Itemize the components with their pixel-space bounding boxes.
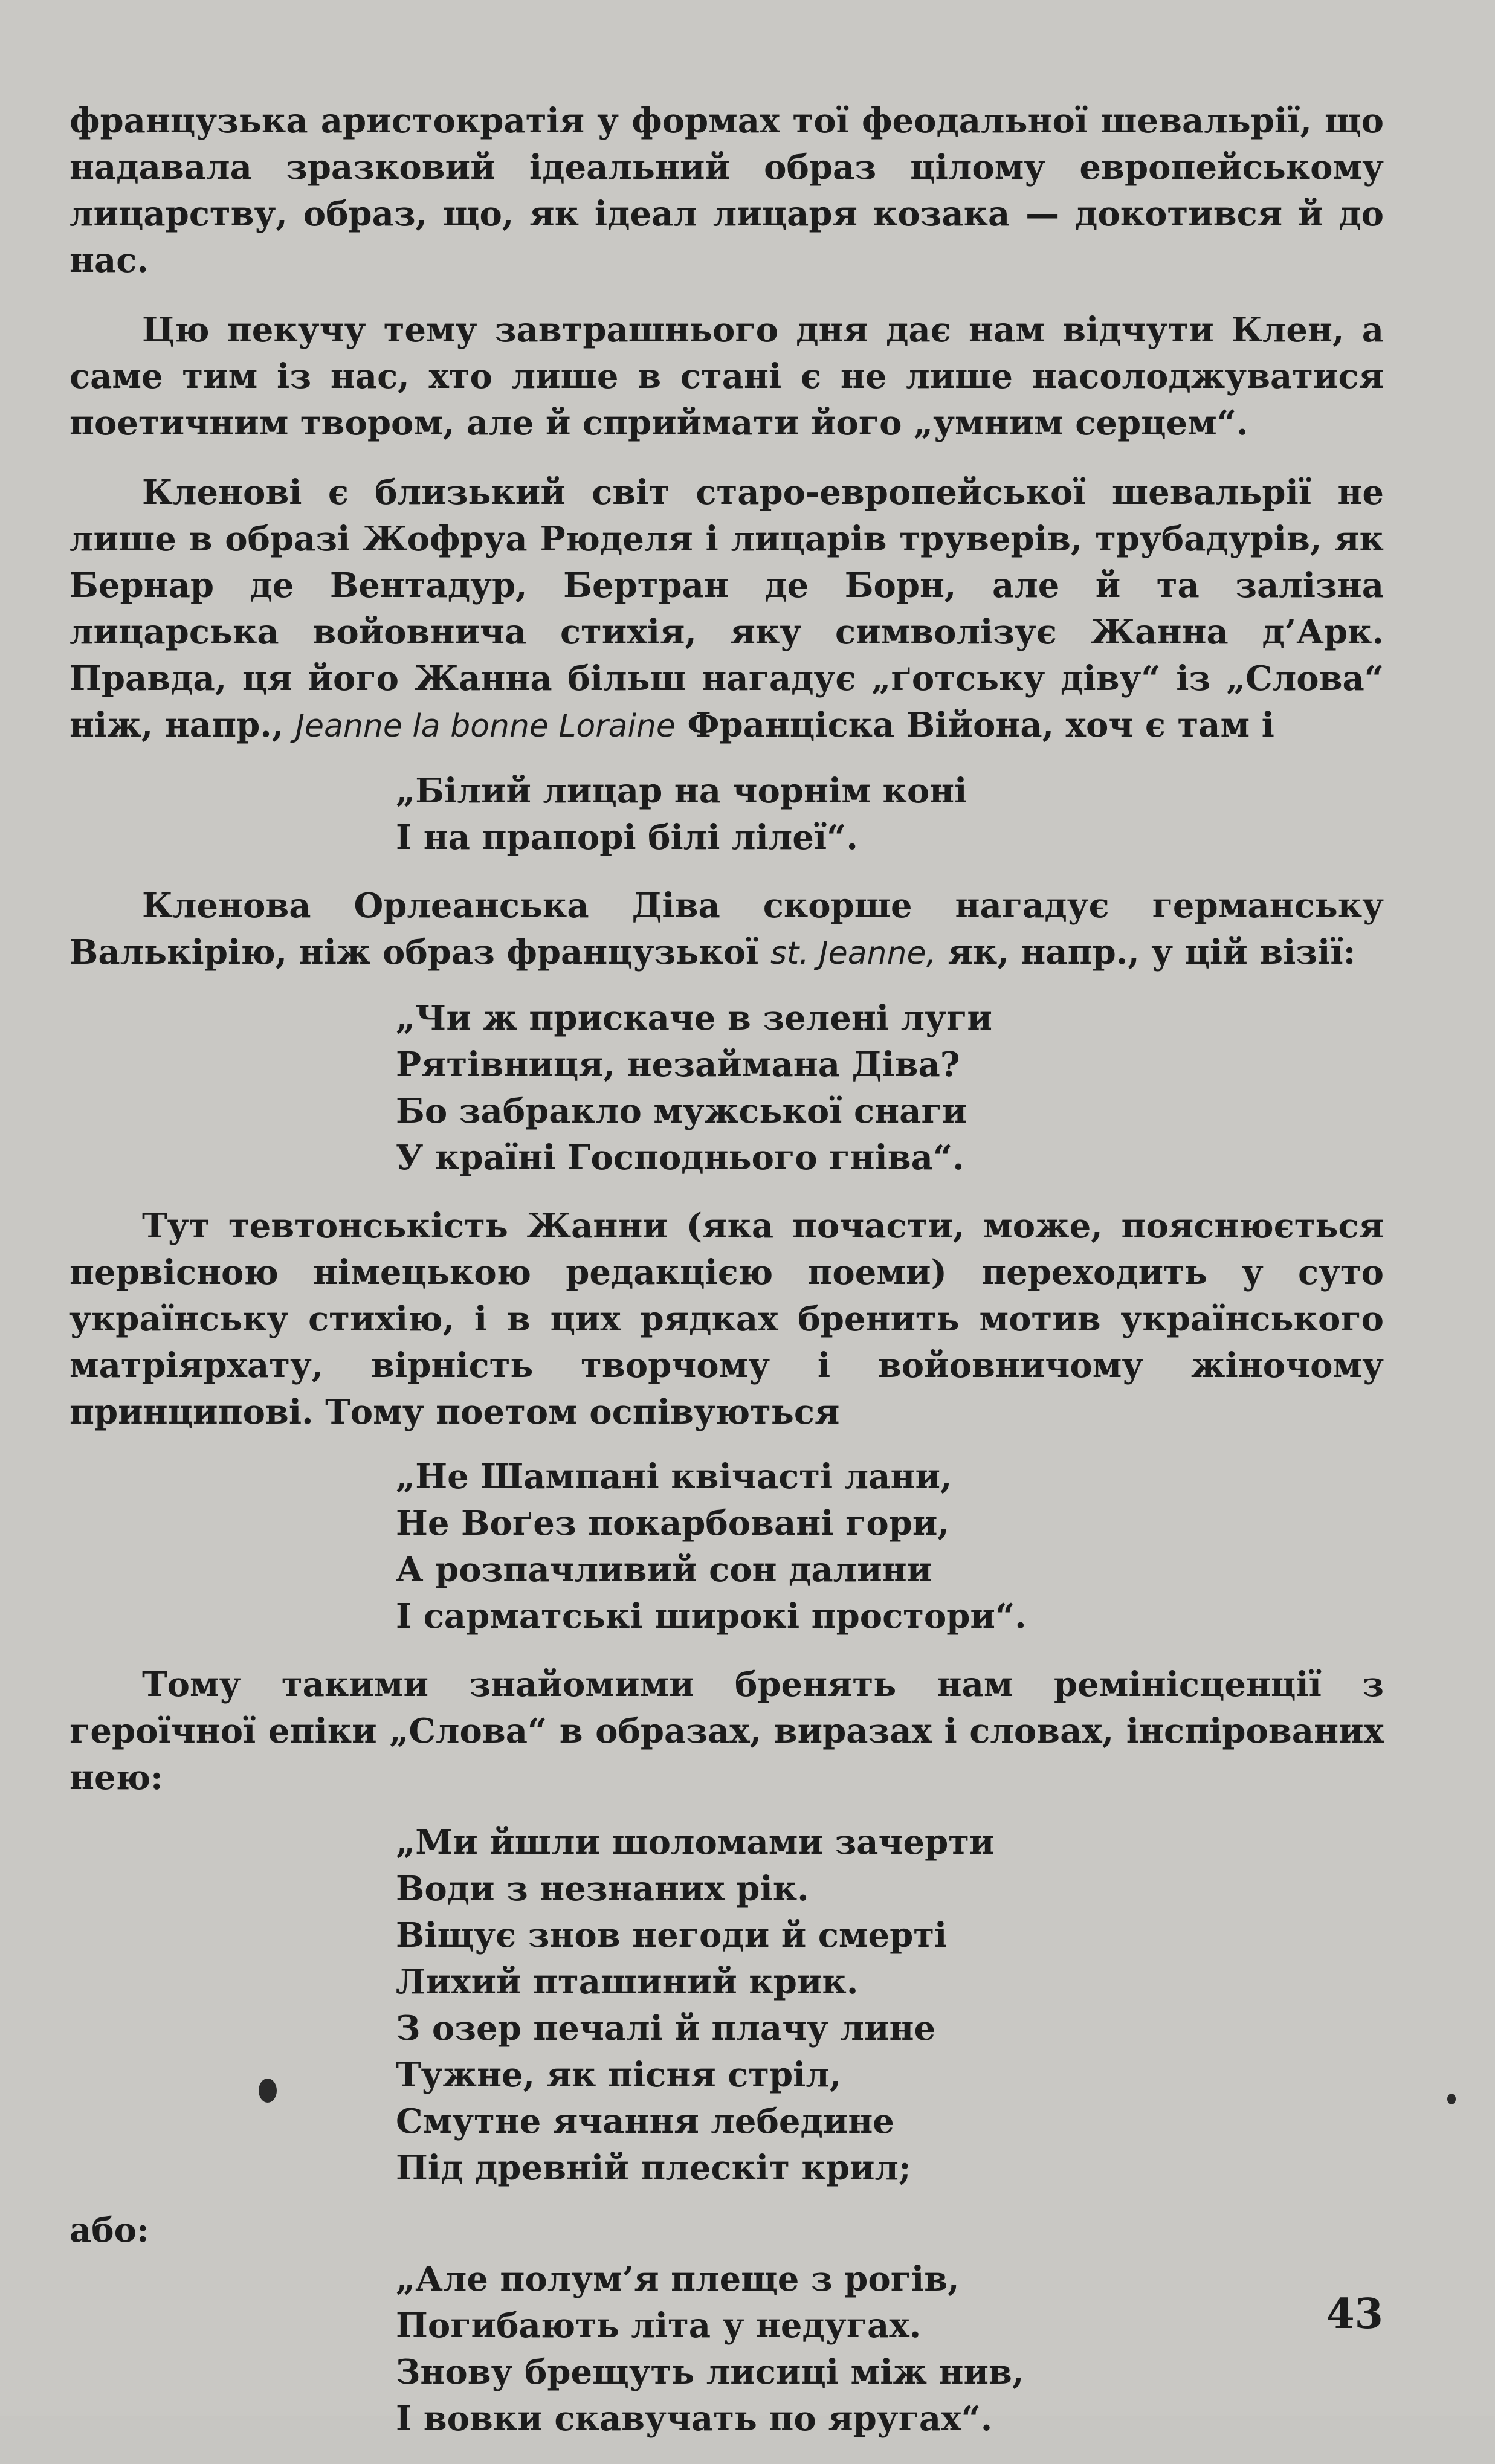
verse-line: Не Воґез покарбовані гори, — [396, 1503, 949, 1543]
verse-4 — [396, 1819, 1384, 2191]
verse-line: „Ми йшли шоломами зачерти — [396, 1822, 995, 1862]
paragraph-3-text-b: Франціска Війона, хоч є там і — [687, 705, 1274, 745]
verse-3 — [396, 1454, 1384, 1640]
paragraph-2: Цю пекучу тему завтрашнього дня дає нам відчути Клен, а саме тим із нас, хто лише в стані є не лише насолоджуватися поетичним твором, але й сприймати його „умним серцем“. — [69, 310, 1384, 443]
verse-line: У країні Господнього гніва“. — [396, 1138, 964, 1178]
verse-line: Під древній плескіт крил; — [396, 2148, 911, 2188]
ink-speck — [1447, 2094, 1456, 2104]
verse-line: „Чи ж прискаче в зелені луги — [396, 998, 992, 1038]
paragraph-3-italic: Jeanne la bonne Loraine — [295, 708, 676, 744]
verse-line: А розпачливий сон далини — [396, 1550, 932, 1590]
abo-label: або: — [69, 2210, 149, 2250]
ink-speck — [259, 2079, 277, 2103]
verse-5 — [396, 2256, 1384, 2442]
paragraph-5: Тут тевтонськість Жанни (яка почасти, може, пояснюється первісною німецькою редакцією поеми) переходить у суто українську стихію, і в цих рядках бренить мотив українського матріярхату, вірність творчому і войовничому жіночому принципові. Тому поетом оспівуються — [69, 1206, 1384, 1432]
verse-line: Віщує знов негоди й смерті — [396, 1915, 948, 1955]
paragraph-4-text-a: Кленова Орлеанська Діва скорше нагадує германську Валькірію, ніж образ французької — [69, 886, 1384, 972]
verse-2 — [396, 995, 1384, 1181]
verse-line: Погибають літа у недугах. — [396, 2306, 922, 2346]
paragraph-1: французька аристократія у формах тої феодальної шевальрії, що надавала зразковий ідеальний образ цілому европейському лицарству, образ, що, як ідеал лицаря козака — докотився й до нас. — [69, 101, 1384, 280]
verse-line: Лихий пташиний крик. — [396, 1962, 859, 2002]
verse-line: З озер печалі й плачу лине — [396, 2008, 936, 2048]
page-number: 43 — [1326, 2290, 1383, 2338]
paragraph-6: Тому такими знайомими бренять нам ремінісценції з героїчної епіки „Слова“ в образах, виразах і словах, інспірованих нею: — [69, 1665, 1384, 1798]
paragraph-4 — [69, 883, 1384, 977]
verse-line: Смутне ячання лебедине — [396, 2101, 894, 2141]
verse-line: „Білий лицар на чорнім коні — [396, 771, 967, 811]
verse-line: Бо забракло мужської снаги — [396, 1091, 967, 1131]
paragraph-3 — [69, 469, 1384, 750]
verse-line: Рятівниця, незаймана Діва? — [396, 1045, 960, 1085]
verse-line: Тужне, як пісня стріл, — [396, 2055, 842, 2095]
verse-line: І сарматські широкі простори“. — [396, 1596, 1027, 1636]
verse-line: І на прапорі білі лілеї“. — [396, 818, 858, 857]
verse-line: І вовки скавучать по яругах“. — [396, 2399, 993, 2439]
verse-1 — [396, 768, 1384, 861]
verse-line: „Але полум’я плеще з рогів, — [396, 2259, 960, 2299]
paragraph-3-text-a: Кленові є близький світ старо-европейської шевальрії не лише в образі Жофруа Рюделя і лицарів труверів, трубадурів, як Бернар де Вентадур, Бертран де Борн, але й та залізна лицарська войовнича стихія, яку символізує Жанна д’Арк. Правда, ця його Жанна більш нагадує „ґотську діву“ із „Слова“ ніж, напр., — [69, 472, 1384, 745]
verse-line: Знову брещуть лисиці між нив, — [396, 2352, 1024, 2392]
paragraph-4-text-b: як, напр., у цій візії: — [948, 932, 1356, 972]
verse-line: Води з незнаних рік. — [396, 1869, 809, 1909]
paragraph-4-italic: st. Jeanne, — [770, 935, 936, 972]
verse-line: „Не Шампані квічасті лани, — [396, 1457, 952, 1497]
page-body — [69, 98, 1384, 2464]
